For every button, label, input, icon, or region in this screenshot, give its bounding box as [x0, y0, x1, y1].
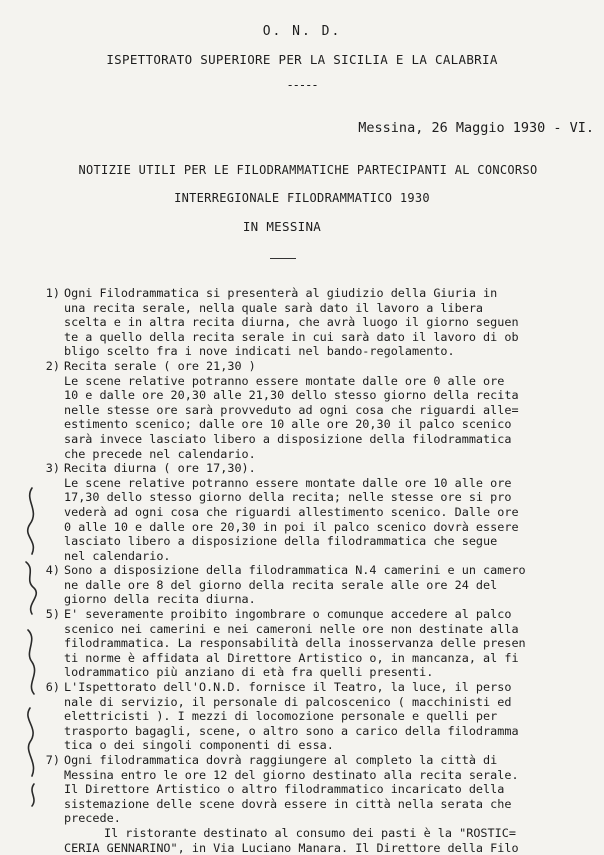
- item-line: vederà ad ogni cosa che riguardi allestimento scenico. Dalle ore: [64, 504, 519, 519]
- item-line: Recita serale ( ore 21,30 ): [64, 358, 256, 373]
- item-line: giorno della recita diurna.: [64, 592, 256, 607]
- item-line: Le scene relative potranno essere montate dalle ore 0 alle ore: [64, 373, 505, 388]
- item-line: sistemazione delle scene dovrà essere in città nella serata che: [64, 796, 512, 811]
- item-line: trasporto bagagli, scene, o altro sono a carico della filodramma: [64, 723, 519, 738]
- list-item: [32, 563, 592, 607]
- item-number: 5): [45, 607, 60, 622]
- item-line: Il Direttore Artistico o altro filodrammatico incaricato della: [64, 782, 505, 797]
- org-heading: O. N. D.: [262, 24, 342, 39]
- item-line: Messina entro le ore 12 del giorno destinato alla recita serale.: [64, 767, 519, 782]
- list-item: [32, 286, 592, 359]
- item-line: ne dalle ore 8 del giorno della recita serale alle ore 24 del: [64, 577, 498, 592]
- item-line: Le scene relative potranno essere montate dalle ore 10 alle ore: [64, 475, 512, 490]
- list-item: [32, 359, 592, 461]
- item-number: 7): [45, 753, 60, 767]
- item-line: Ogni Filodrammatica si presenterà al giudizio della Giuria in: [64, 286, 498, 300]
- item-line: scenico nei camerini e nei cameroni nelle ore non destinate alla: [64, 621, 519, 636]
- title-line-1: NOTIZIE UTILI PER LE FILODRAMMATICHE PARTECIPANTI AL CONCORSO: [78, 163, 538, 177]
- handwritten-margin-note: [2, 480, 62, 810]
- list-item: [32, 680, 592, 753]
- item-line: lasciato libero a disposizione della filodrammatica che segue: [64, 534, 498, 549]
- document-body: [32, 286, 592, 855]
- item-line: te a quello della recita serale in cui sarà dato il lavoro di ob: [64, 329, 519, 344]
- title-line-2: INTERREGIONALE FILODRAMMATICO 1930: [174, 191, 430, 205]
- item-line: scelta e in altra recita diurna, che avrà luogo il giorno seguen: [64, 315, 519, 330]
- item-line: 17,30 dello stesso giorno della recita; nelle stesse ore si pro: [64, 490, 512, 505]
- list-item: [32, 461, 592, 563]
- item-line: sarà invece lasciato libero a disposizione della filodrammatica: [64, 431, 512, 446]
- item-line: 10 e dalle ore 20,30 alle 21,30 dello stesso giorno della recita: [64, 388, 519, 403]
- closing-line: CERIA GENNARINO", in Via Luciano Manara. Il Direttore della Filo: [64, 840, 519, 855]
- item-number: 2): [45, 358, 60, 373]
- item-line: E' severamente proibito ingombrare o comunque accedere al palco: [64, 607, 512, 622]
- item-line: lodrammatico più anziano di età fra quelli presenti.: [64, 665, 434, 680]
- item-line: estimento scenico; dalle ore 10 alle ore 20,30 il palco scenico: [64, 417, 512, 432]
- item-line: Recita diurna ( ore 17,30).: [64, 461, 256, 476]
- list-item: [32, 607, 592, 680]
- list-item: [32, 753, 592, 826]
- header-divider: -----: [286, 78, 318, 92]
- item-number: 1): [45, 286, 60, 300]
- item-line: ti norme è affidata al Direttore Artistico o, in mancanza, al fi: [64, 650, 519, 665]
- document-date: Messina, 26 Maggio 1930 - VI.: [358, 120, 594, 136]
- closing-line: Il ristorante destinato al consumo dei pasti è la "ROSTIC=: [104, 825, 516, 840]
- title-line-3: IN MESSINA: [242, 219, 322, 234]
- item-line: una recita serale, nella quale sarà dato il lavoro a libera: [64, 300, 484, 315]
- item-line: Sono a disposizione della filodrammatica N.4 camerini e un camero: [64, 563, 526, 578]
- item-number: 3): [45, 461, 60, 476]
- item-line: nelle stesse ore sarà provveduto ad ogni cosa che riguardi alle=: [64, 402, 519, 417]
- item-number: 6): [45, 680, 60, 695]
- closing-paragraph: [32, 826, 592, 855]
- item-line: nale di servizio, il personale di palcoscenico ( macchinisti ed: [64, 694, 512, 709]
- item-line: nel calendario.: [64, 548, 171, 563]
- item-line: che precede nel calendario.: [64, 446, 256, 461]
- item-number: 4): [45, 563, 60, 578]
- item-line: filodrammatica. La responsabilità della inosservanza delle presen: [64, 636, 526, 651]
- item-line: bligo scelto fra i nove indicati nel bando-regolamento.: [64, 344, 455, 359]
- item-line: tica o dei singoli componenti di essa.: [64, 738, 334, 753]
- item-line: precede.: [64, 811, 121, 826]
- item-line: Ogni filodrammatica dovrà raggiungere al completo la città di: [64, 753, 498, 767]
- item-line: L'Ispettorato dell'O.N.D. fornisce il Teatro, la luce, il perso: [64, 680, 512, 695]
- item-line: 0 alle 10 e dalle ore 20,30 in poi il palco scenico dovrà essere: [64, 519, 519, 534]
- section-rule: [270, 258, 296, 259]
- item-line: elettricisti ). I mezzi di locomozione personale e quelli per: [64, 709, 498, 724]
- office-heading: ISPETTORATO SUPERIORE PER LA SICILIA E LA CALABRIA: [106, 52, 498, 67]
